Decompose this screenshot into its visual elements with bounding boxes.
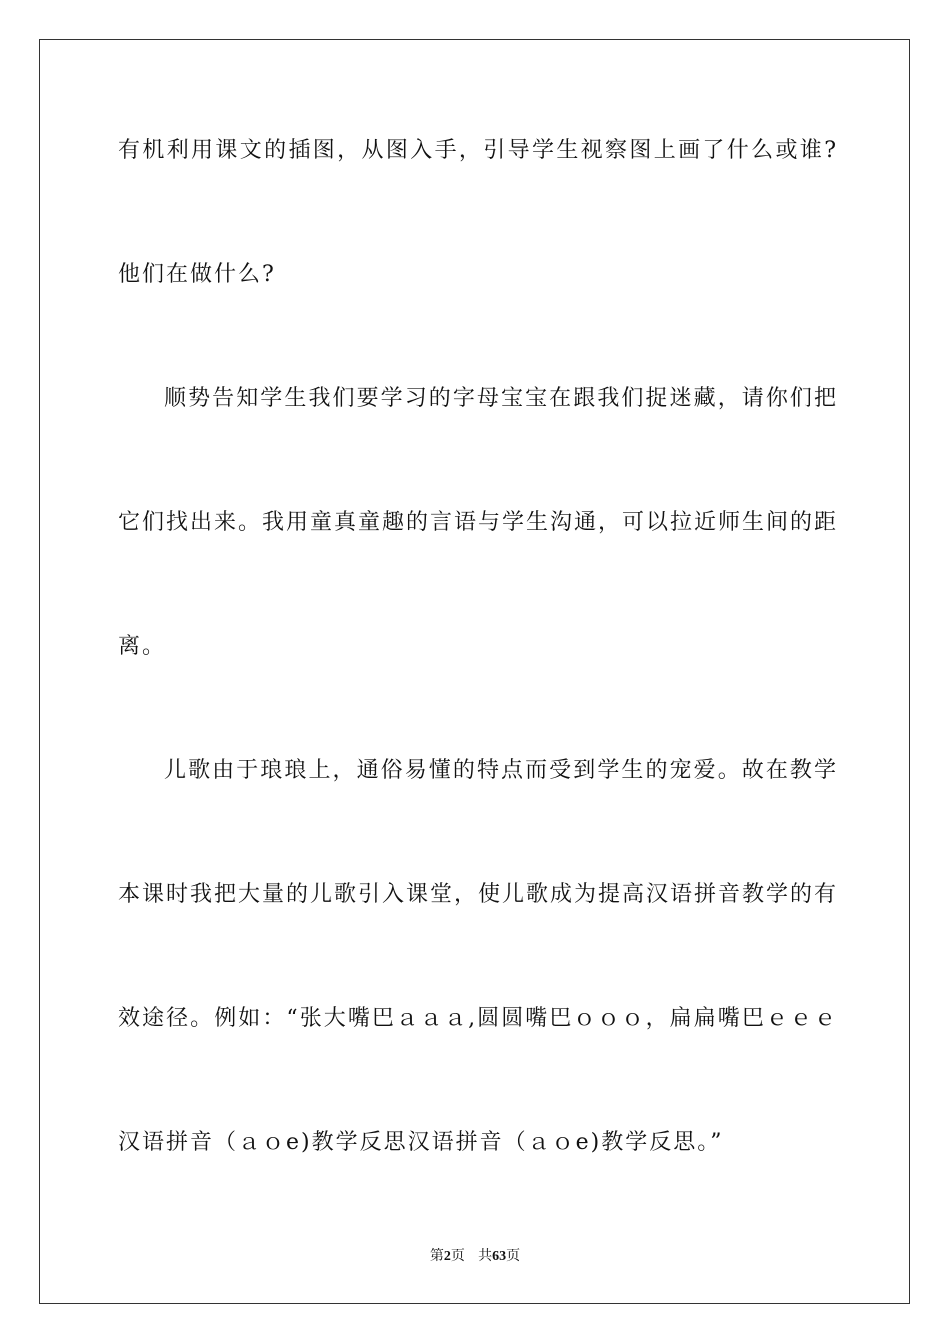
paragraph-line-7: 本课时我把大量的儿歌引入课堂，使儿歌成为提高汉语拼音教学的有 <box>118 882 839 907</box>
paragraph-line-4: 它们找出来。我用童真童趣的言语与学生沟通，可以拉近师生间的距 <box>118 510 839 535</box>
paragraph-line-6: 儿歌由于琅琅上，通俗易懂的特点而受到学生的宠爱。故在教学 <box>164 758 838 783</box>
paragraph-line-8: 效途径。例如：“张大嘴巴ａａａ,圆圆嘴巴ｏｏｏ，扁扁嘴巴ｅｅｅ <box>118 1006 838 1031</box>
footer-page-current: 2 <box>443 1249 451 1264</box>
paragraph-line-5: 离。 <box>118 634 167 659</box>
paragraph-line-3: 顺势告知学生我们要学习的字母宝宝在跟我们捉迷藏，请你们把 <box>164 386 838 411</box>
paragraph-line-1: 有机利用课文的插图，从图入手，引导学生视察图上画了什么或谁? <box>118 138 838 163</box>
footer-total-prefix: 共 <box>478 1248 493 1264</box>
footer-page-unit: 页 <box>450 1248 465 1264</box>
footer-page-prefix: 第 <box>429 1248 444 1264</box>
paragraph-line-2: 他们在做什么? <box>118 262 276 287</box>
footer-page-total: 63 <box>492 1249 507 1264</box>
paragraph-line-9: 汉语拼音（ａｏe)教学反思汉语拼音（ａｏe)教学反思。” <box>118 1130 724 1155</box>
footer-total-unit: 页 <box>506 1248 521 1264</box>
page-footer <box>0 1246 950 1267</box>
page-border <box>39 39 910 1304</box>
